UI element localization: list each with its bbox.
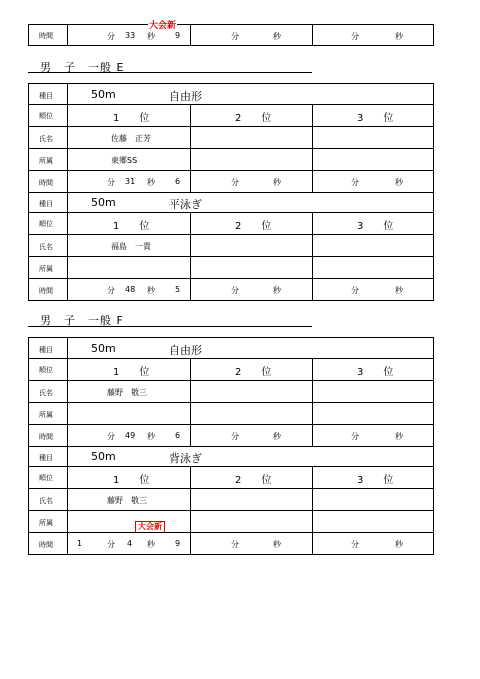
time-label: 時間 <box>39 179 53 187</box>
rank-1: 1 位 <box>113 475 150 486</box>
name-label: 氏名 <box>39 243 53 251</box>
rank-3: 3 位 <box>357 221 394 232</box>
min-label: 分 <box>351 178 359 187</box>
name-label: 氏名 <box>39 135 53 143</box>
min-label: 分 <box>107 32 115 41</box>
rank-label: 順位 <box>39 366 53 374</box>
sec-label: 秒 <box>147 32 155 41</box>
sec-label: 秒 <box>395 540 403 549</box>
first-name: 藤野 敬三 <box>107 496 147 505</box>
event-label: 種目 <box>39 200 53 208</box>
affiliation-label: 所属 <box>39 265 53 273</box>
min-label: 分 <box>351 32 359 41</box>
name-label: 氏名 <box>39 389 53 397</box>
record-badge: 大会新 <box>135 521 165 533</box>
sec-label: 秒 <box>273 432 281 441</box>
sec-label: 秒 <box>273 32 281 41</box>
rank-1: 1 位 <box>113 221 150 232</box>
event-label: 種目 <box>39 454 53 462</box>
section-title: 男 子 一般 F <box>40 314 124 327</box>
event-stroke: 自由形 <box>169 344 202 357</box>
name-label: 氏名 <box>39 497 53 505</box>
event-label: 種目 <box>39 346 53 354</box>
min-label: 分 <box>231 178 239 187</box>
time-min-value: 49 <box>125 431 136 440</box>
min-label: 分 <box>231 540 239 549</box>
min-label: 分 <box>107 540 115 549</box>
rank-2: 2 位 <box>235 367 272 378</box>
time-label: 時間 <box>39 32 53 40</box>
record-badge: 大会新 <box>148 18 177 31</box>
sec-label: 秒 <box>147 178 155 187</box>
event-stroke: 背泳ぎ <box>169 452 202 465</box>
top-time-row <box>28 24 434 46</box>
time-min-value: 31 <box>125 177 136 186</box>
event-stroke: 平泳ぎ <box>169 198 202 211</box>
event-stroke: 自由形 <box>169 90 202 103</box>
sec-label: 秒 <box>147 540 155 549</box>
time-min-value: 33 <box>125 31 136 40</box>
time-sec-value: 9 <box>175 31 181 40</box>
affiliation-label: 所属 <box>39 411 53 419</box>
rank-label: 順位 <box>39 220 53 228</box>
sec-label: 秒 <box>395 178 403 187</box>
affiliation-label: 所属 <box>39 519 53 527</box>
min-label: 分 <box>351 432 359 441</box>
time-min-value: 48 <box>125 285 136 294</box>
rank-1: 1 位 <box>113 113 150 124</box>
time-min-value: 4 <box>127 539 133 548</box>
first-name: 佐藤 正芳 <box>111 134 151 143</box>
event-table <box>28 337 434 555</box>
sec-label: 秒 <box>147 432 155 441</box>
sec-label: 秒 <box>147 286 155 295</box>
first-affiliation: 東郷SS <box>111 156 138 165</box>
rank-2: 2 位 <box>235 221 272 232</box>
rank-2: 2 位 <box>235 113 272 124</box>
time-label: 時間 <box>39 541 53 549</box>
event-table <box>28 83 434 301</box>
min-label: 分 <box>107 286 115 295</box>
rank-label: 順位 <box>39 474 53 482</box>
time-label: 時間 <box>39 433 53 441</box>
section-title: 男 子 一般 E <box>40 61 125 74</box>
event-distance: 50m <box>91 450 116 463</box>
rank-3: 3 位 <box>357 113 394 124</box>
min-label: 分 <box>231 432 239 441</box>
sec-label: 秒 <box>273 286 281 295</box>
rank-2: 2 位 <box>235 475 272 486</box>
rank-label: 順位 <box>39 112 53 120</box>
min-label: 分 <box>351 286 359 295</box>
rank-1: 1 位 <box>113 367 150 378</box>
min-label: 分 <box>231 32 239 41</box>
first-name: 藤野 敬三 <box>107 388 147 397</box>
time-label: 時間 <box>39 287 53 295</box>
time-sec-value: 6 <box>175 431 181 440</box>
sec-label: 秒 <box>395 32 403 41</box>
sec-label: 秒 <box>395 286 403 295</box>
sec-label: 秒 <box>273 178 281 187</box>
min-label: 分 <box>351 540 359 549</box>
time-sec-value: 5 <box>175 285 181 294</box>
min-label: 分 <box>107 432 115 441</box>
rank-3: 3 位 <box>357 475 394 486</box>
min-label: 分 <box>231 286 239 295</box>
event-distance: 50m <box>91 342 116 355</box>
event-label: 種目 <box>39 92 53 100</box>
affiliation-label: 所属 <box>39 157 53 165</box>
min-label: 分 <box>107 178 115 187</box>
event-distance: 50m <box>91 196 116 209</box>
sec-label: 秒 <box>273 540 281 549</box>
first-name: 福島 一貴 <box>111 242 151 251</box>
time-hour-value: 1 <box>77 539 83 548</box>
sec-label: 秒 <box>395 432 403 441</box>
time-sec-value: 6 <box>175 177 181 186</box>
event-distance: 50m <box>91 88 116 101</box>
rank-3: 3 位 <box>357 367 394 378</box>
time-sec-value: 9 <box>175 539 181 548</box>
